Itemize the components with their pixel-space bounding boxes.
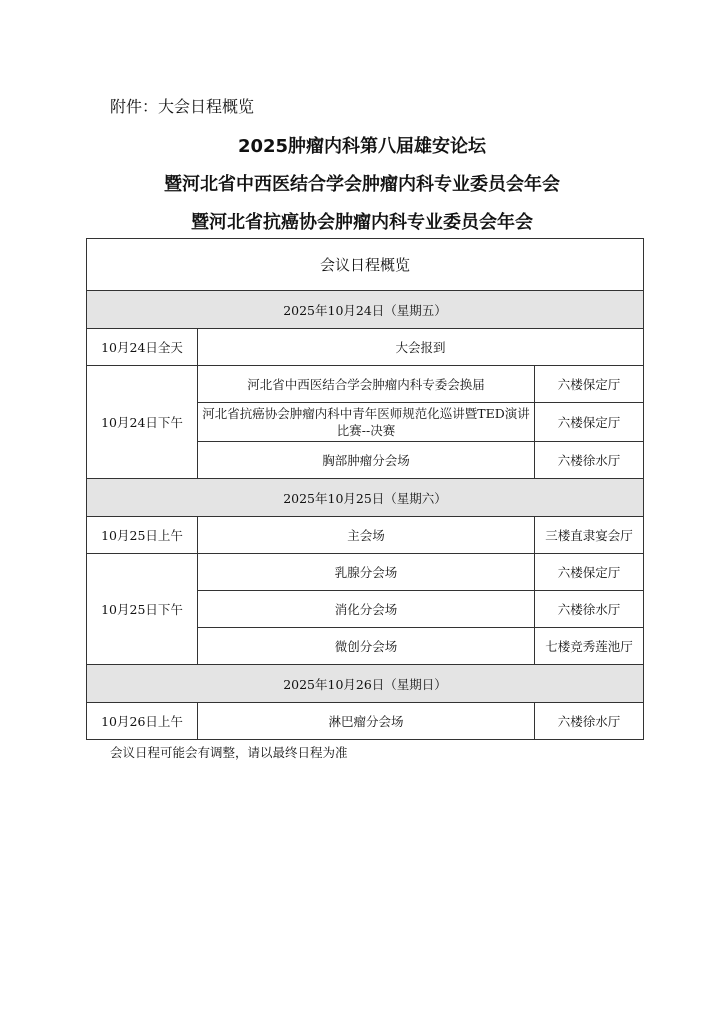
day3-header: 2025年10月26日（星期日） (87, 665, 644, 703)
time-cell: 10月24日下午 (87, 366, 198, 479)
day-header-row (87, 479, 644, 517)
time-cell: 10月25日下午 (87, 554, 198, 665)
day-header-row (87, 291, 644, 329)
venue-cell: 六楼徐水厅 (535, 591, 644, 628)
venue-cell: 六楼徐水厅 (535, 442, 644, 479)
day2-header: 2025年10月25日（星期六） (87, 479, 644, 517)
table-row (87, 366, 644, 403)
time-cell: 10月24日全天 (87, 329, 198, 366)
venue-cell: 七楼竞秀莲池厅 (535, 628, 644, 665)
table-row (87, 554, 644, 591)
session-cell: 大会报到 (198, 329, 644, 366)
time-cell: 10月26日上午 (87, 703, 198, 740)
session-cell: 主会场 (198, 517, 535, 554)
table-row (87, 517, 644, 554)
session-cell: 河北省抗癌协会肿瘤内科中青年医师规范化巡讲暨TED演讲比赛--决赛 (198, 403, 535, 442)
attachment-label: 附件：大会日程概览 (110, 97, 255, 116)
venue-cell: 三楼直隶宴会厅 (535, 517, 644, 554)
venue-cell: 六楼保定厅 (535, 403, 644, 442)
table-row (87, 703, 644, 740)
table-caption: 会议日程概览 (87, 239, 644, 291)
schedule-table (86, 238, 644, 740)
footnote: 会议日程可能会有调整，请以最终日程为准 (110, 745, 348, 760)
subtitle-2: 暨河北省抗癌协会肿瘤内科专业委员会年会 (191, 212, 533, 233)
session-cell: 淋巴瘤分会场 (198, 703, 535, 740)
session-cell: 乳腺分会场 (198, 554, 535, 591)
session-cell: 微创分会场 (198, 628, 535, 665)
subtitle-1: 暨河北省中西医结合学会肿瘤内科专业委员会年会 (164, 174, 560, 195)
table-caption-row (87, 239, 644, 291)
session-cell: 消化分会场 (198, 591, 535, 628)
day1-header: 2025年10月24日（星期五） (87, 291, 644, 329)
table-row (87, 329, 644, 366)
venue-cell: 六楼保定厅 (535, 366, 644, 403)
day-header-row (87, 665, 644, 703)
venue-cell: 六楼徐水厅 (535, 703, 644, 740)
venue-cell: 六楼保定厅 (535, 554, 644, 591)
session-cell: 河北省中西医结合学会肿瘤内科专委会换届 (198, 366, 535, 403)
time-cell: 10月25日上午 (87, 517, 198, 554)
forum-title: 2025肿瘤内科第八届雄安论坛 (237, 136, 487, 157)
session-cell: 胸部肿瘤分会场 (198, 442, 535, 479)
